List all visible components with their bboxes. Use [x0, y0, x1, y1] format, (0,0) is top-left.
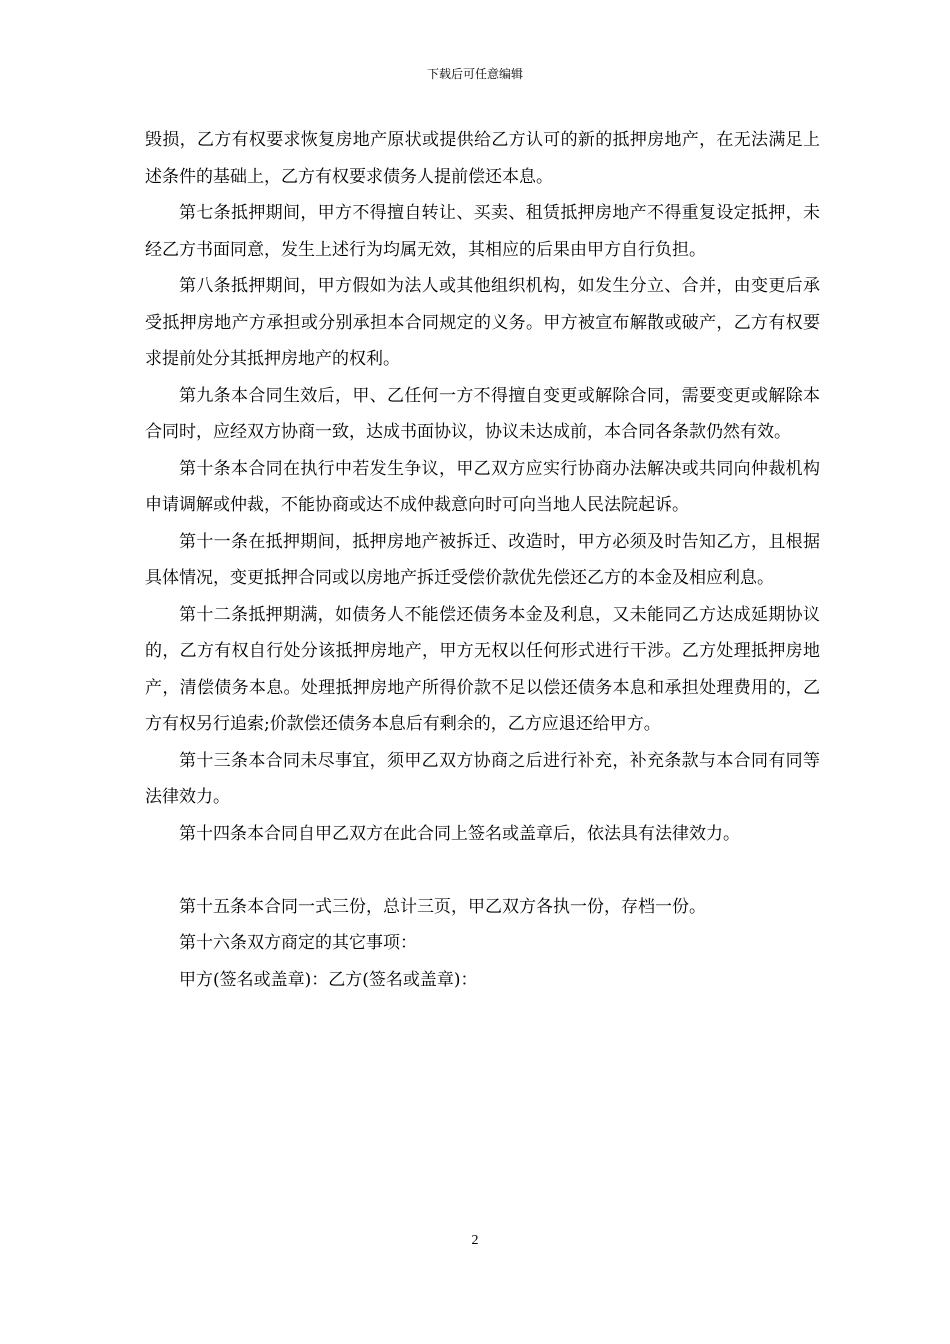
article-12: 第十二条抵押期满，如债务人不能偿还债务本金及利息，又未能同乙方达成延期协议的，乙方有权自行处分该抵押房地产，甲方无权以任何形式进行干涉。乙方处理抵押房地产，清偿债务本息。处理抵押房地产所得价款不足以偿还债务本息和承担处理费用的，乙方有权另行追索;价款偿还债务本息后有剩余的，乙方应退还给甲方。	[145, 604, 820, 734]
page-header: 下载后可任意编辑	[426, 67, 523, 81]
article-7: 第七条抵押期间，甲方不得擅自转让、买卖、租赁抵押房地产不得重复设定抵押，未经乙方书面同意，发生上述行为均属无效，其相应的后果由甲方自行负担。	[145, 203, 820, 260]
article-16: 第十六条双方商定的其它事项：	[179, 933, 417, 953]
signature-line: 甲方(签名或盖章)：乙方(签名或盖章)：	[179, 969, 478, 990]
paragraph-continuation: 毁损，乙方有权要求恢复房地产原状或提供给乙方认可的新的抵押房地产，在无法满足上述条件的基础上，乙方有权要求债务人提前偿还本息。	[145, 130, 820, 187]
article-13: 第十三条本合同未尽事宜，须甲乙双方协商之后进行补充，补充条款与本合同有同等法律效力。	[145, 750, 820, 807]
article-11: 第十一条在抵押期间，抵押房地产被拆迁、改造时，甲方必须及时告知乙方，且根据具体情况，变更抵押合同或以房地产拆迁受偿价款优先偿还乙方的本金及相应利息。	[145, 531, 820, 588]
article-15: 第十五条本合同一式三份，总计三页，甲乙双方各执一份，存档一份。	[179, 896, 706, 917]
article-8: 第八条抵押期间，甲方假如为法人或其他组织机构，如发生分立、合并，由变更后承受抵押房地产方承担或分别承担本合同规定的义务。甲方被宣布解散或破产，乙方有权要求提前处分其抵押房地产的权利。	[145, 276, 820, 369]
article-9: 第九条本合同生效后，甲、乙任何一方不得擅自变更或解除合同，需要变更或解除本合同时，应经双方协商一致，达成书面协议，协议未达成前，本合同各条款仍然有效。	[145, 385, 820, 442]
article-14: 第十四条本合同自甲乙双方在此合同上签名或盖章后，依法具有法律效力。	[179, 823, 740, 844]
document-body	[145, 122, 820, 998]
blank-line	[145, 852, 820, 889]
article-10: 第十条本合同在执行中若发生争议，甲乙双方应实行协商办法解决或共同向仲裁机构申请调解或仲裁，不能协商或达不成仲裁意向时可向当地人民法院起诉。	[145, 458, 820, 515]
page-number: 2	[471, 1233, 479, 1248]
